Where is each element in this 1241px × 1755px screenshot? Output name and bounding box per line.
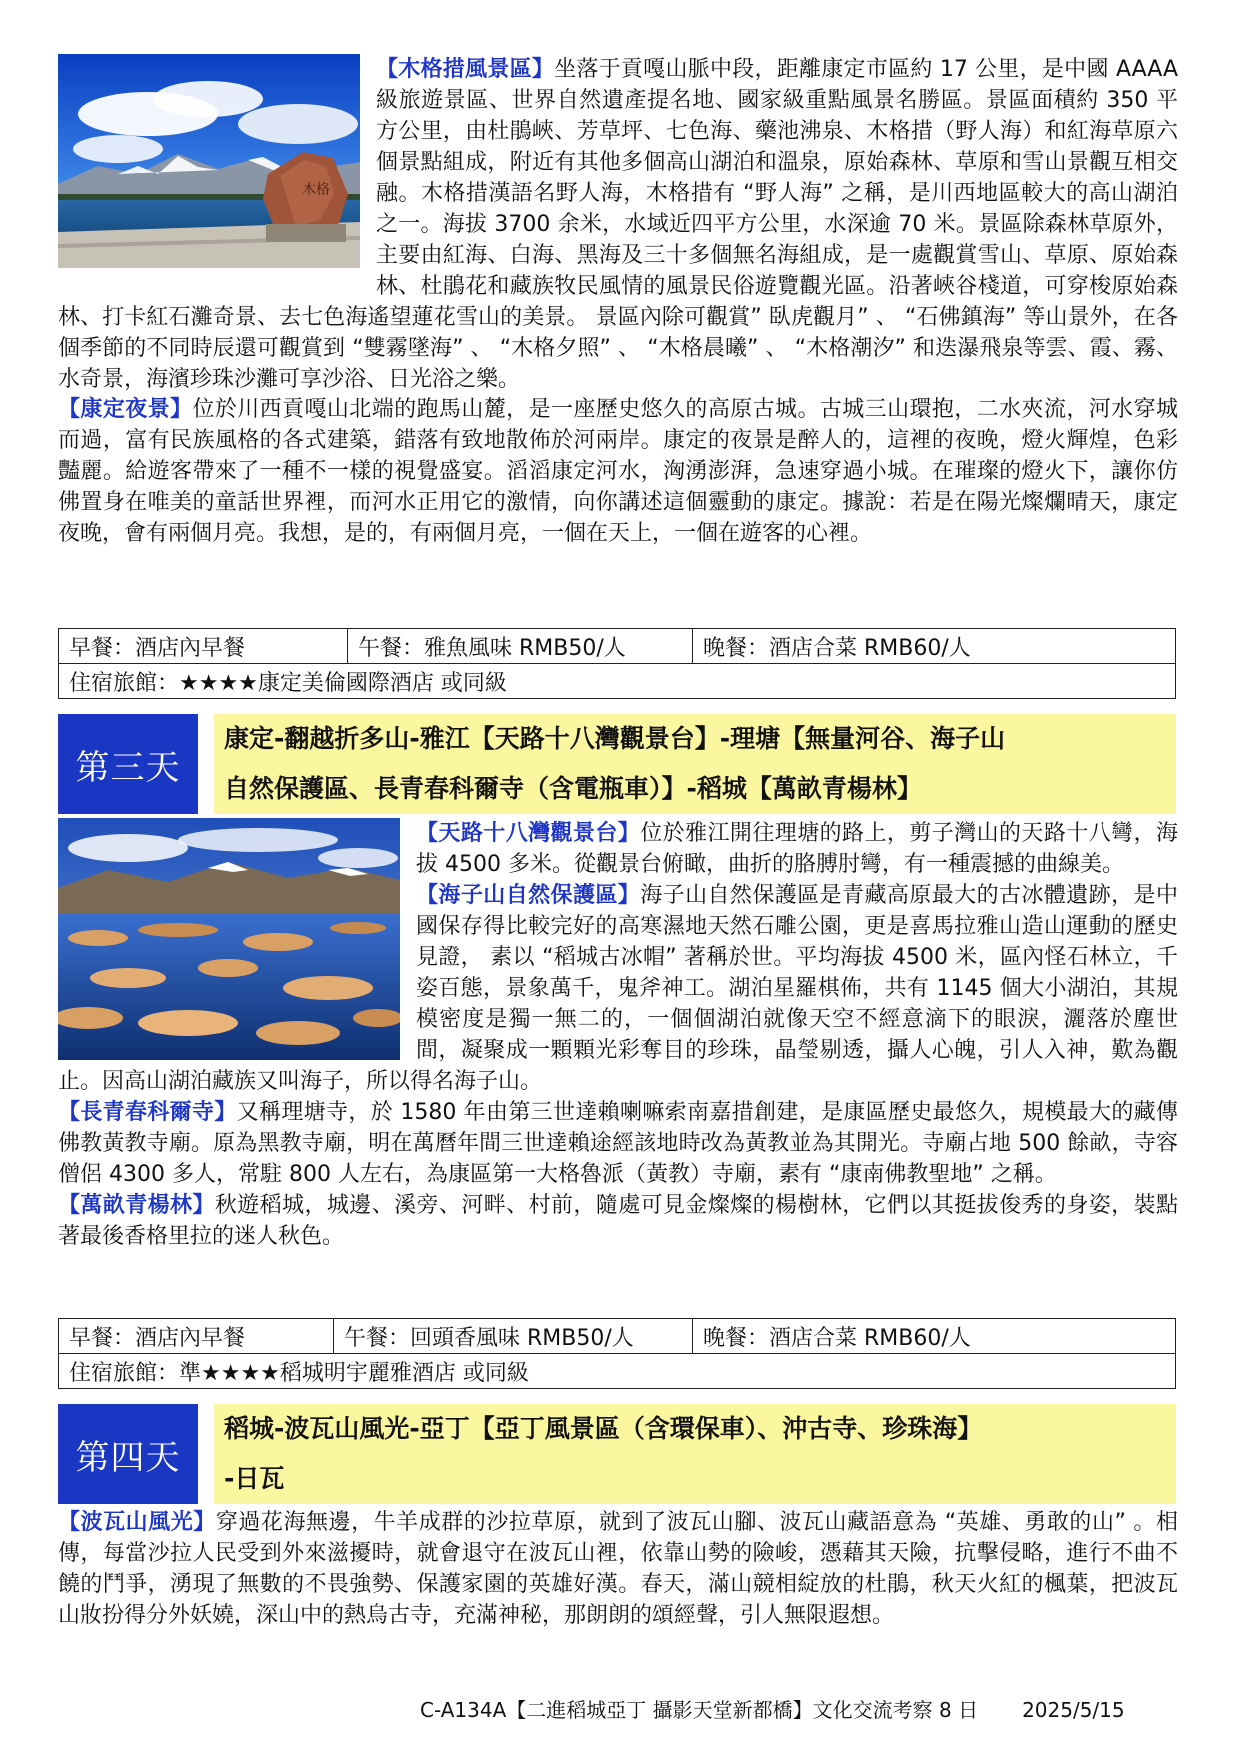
day3-title-line2: 自然保護區、長青春科爾寺（含電瓶車）】-稻城【萬畝青楊林】 (224, 774, 922, 803)
day3-header (58, 714, 1176, 814)
day3-title-line1: 康定-翻越折多山-雅江【天路十八灣觀景台】-理塘【無量河谷、海子山 (224, 724, 1006, 753)
day3-meal-table (58, 1318, 1176, 1389)
haizishan-text: 海子山自然保護區是青藏高原最大的古冰體遺跡，是中國保存得比較完好的高寒濕地天然石雕公園，更是喜馬拉雅山造山運動的歷史見證， 素以 “稻城古冰帽” 著稱於世。平均海拔 4500 米，區內怪石林立，千姿百態，景象萬千，鬼斧神工。湖泊星羅棋佈，共有 1145 個大小湖泊，其規模密度是獨一無二的，一個個湖泊就像天空不經意滴下的眼淚，灑落於塵世間，凝聚成一顆顆光彩奪目的珍珠，晶瑩剔透，攝人心魄，引人入神，歎為觀止。因高山湖泊藏族又叫海子，所以得名海子山。 (58, 883, 1178, 1094)
kangding-night-title: 【康定夜景】 (58, 397, 193, 422)
day4-title (214, 1404, 1176, 1504)
haizishan-title: 【海子山自然保護區】 (416, 883, 641, 908)
dinner-cell: 晚餐：酒店合菜 RMB60/人 (693, 1319, 1176, 1354)
day3-title (214, 714, 1176, 814)
dinner-cell: 晚餐：酒店合菜 RMB60/人 (693, 629, 1176, 664)
haizishan-photo (58, 818, 400, 1060)
day4-badge: 第四天 (58, 1404, 198, 1504)
day4-title-line2: -日瓦 (224, 1464, 285, 1493)
changqing-text: 又稱理塘寺，於 1580 年由第三世達賴喇嘛索南嘉措創建，是康區歷史最悠久，規模最大的藏傳佛教黃教寺廟。原為黑教寺廟，明在萬曆年間三世達賴途經該地時改為黃教並為其開光。寺廟占地 500 餘畝，寺容僧侶 4300 多人，常駐 800 人左右，為康區第一大格魯派（黃教）寺廟，素有 “康南佛教聖地” 之稱。 (58, 1100, 1178, 1187)
day3-badge: 第三天 (58, 714, 198, 814)
hotel-cell: 住宿旅館：準★★★★稻城明宇麗雅酒店 或同級 (59, 1354, 1176, 1389)
hotel-row (59, 664, 1176, 699)
hotel-cell: 住宿旅館：★★★★康定美倫國際酒店 或同級 (59, 664, 1176, 699)
kangding-night-text: 位於川西貢嘎山北端的跑馬山麓，是一座歷史悠久的高原古城。古城三山環抱，二水夾流，河水穿城而過，富有民族風格的各式建築，錯落有致地散佈於河兩岸。康定的夜景是醉人的，這裡的夜晚，燈火輝煌，色彩豔麗。給遊客帶來了一種不一樣的視覺盛宴。滔滔康定河水，洶湧澎湃，急速穿過小城。在璀璨的燈火下，讓你仿佛置身在唯美的童話世界裡，而河水正用它的激情，向你講述這個靈動的康定。據說：若是在陽光燦爛晴天，康定夜晚，會有兩個月亮。我想，是的，有兩個月亮，一個在天上，一個在遊客的心裡。 (58, 397, 1178, 546)
hotel-row (59, 1354, 1176, 1389)
bowa-text: 穿過花海無邊，牛羊成群的沙拉草原，就到了波瓦山腳、波瓦山藏語意為 “英雄、勇敢的山” 。相傳，每當沙拉人民受到外來滋擾時，就會退守在波瓦山裡，依靠山勢的險峻，憑藉其天險，抗擊侵略，進行不曲不饒的鬥爭，湧現了無數的不畏強勢、保護家園的英雄好漢。春天，滿山競相綻放的杜鵑，秋天火紅的楓葉，把波瓦山妝扮得分外妖嬈，深山中的熱烏古寺，充滿神秘，那朗朗的頌經聲，引人無限遐想。 (58, 1510, 1178, 1628)
alpine-lake-image (58, 818, 400, 1060)
svg-text:木格: 木格 (302, 182, 330, 198)
changqing-title: 【長青春科爾寺】 (58, 1100, 237, 1125)
mugecuo-title: 【木格措風景區】 (376, 57, 555, 82)
meal-row (59, 1319, 1176, 1354)
bowa-title: 【波瓦山風光】 (58, 1510, 216, 1535)
mugecuo-paragraph (58, 54, 1178, 395)
mugecuo-photo (58, 54, 360, 268)
meal-row (59, 629, 1176, 664)
bowa-paragraph (58, 1507, 1178, 1631)
day4-header (58, 1404, 1176, 1504)
poplar-text: 秋遊稻城，城邊、溪旁、河畔、村前，隨處可見金燦燦的楊樹林，它們以其挺拔俊秀的身姿，裝點著最後香格里拉的迷人秋色。 (58, 1193, 1178, 1249)
tianlu-text: 位於雅江開往理塘的路上，剪子灣山的天路十八彎，海拔 4500 多米。從觀景台俯瞰，曲折的胳膊肘彎，有一種震撼的曲線美。 (416, 821, 1178, 877)
lunch-cell: 午餐：雅魚風味 RMB50/人 (348, 629, 693, 664)
footer-date: 2025/5/15 (1022, 1698, 1125, 1722)
mugecuo-text: 坐落于貢嘎山脈中段，距離康定市區約 17 公里，是中國 AAAA 級旅遊景區、世界自然遺產提名地、國家級重點風景名勝區。景區面積約 350 平方公里，由杜鵑峽、芳草坪、七色海、藥池沸泉、木格措（野人海）和紅海草原六個景點組成，附近有其他多個高山湖泊和溫泉，原始森林、草原和雪山景觀互相交融。木格措漢語名野人海，木格措有 “野人海” 之稱，是川西地區較大的高山湖泊之一。海拔 3700 余米，水域近四平方公里，水深逾 70 米。景區除森林草原外，主要由紅海、白海、黑海及三十多個無名海組成，是一處觀賞雪山、草原、原始森林、杜鵑花和藏族牧民風情的風景民俗遊覽觀光區。沿著峽谷棧道，可穿梭原始森林、打卡紅石灘奇景、去七色海遙望蓮花雪山的美景。 景區內除可觀賞” 臥虎觀月” 、 “石佛鎮海” 等山景外，在各個季節的不同時辰還可觀賞到 “雙霧墜海” 、 “木格夕照” 、 “木格晨曦” 、 “木格潮汐” 和迭瀑飛泉等雲、霞、霧、水奇景，海濱珍珠沙灘可享沙浴、日光浴之樂。 (58, 57, 1178, 392)
breakfast-cell: 早餐：酒店內早餐 (59, 1319, 334, 1354)
lake-mountain-image (58, 54, 360, 268)
poplar-title: 【萬畝青楊林】 (58, 1193, 215, 1218)
day2-meal-table (58, 628, 1176, 699)
kangding-night-paragraph (58, 394, 1178, 549)
lunch-cell: 午餐：回頭香風味 RMB50/人 (334, 1319, 693, 1354)
day3-attractions (58, 818, 1178, 1252)
breakfast-cell: 早餐：酒店內早餐 (59, 629, 348, 664)
footer-code: C-A134A【二進稻城亞丁 攝影天堂新都橋】文化交流考察 8 日 (420, 1698, 979, 1722)
tianlu-title: 【天路十八灣觀景台】 (416, 821, 641, 846)
page-footer (420, 1694, 1125, 1723)
day4-title-line1: 稻城-波瓦山風光-亞丁【亞丁風景區（含環保車）、沖古寺、珍珠海】 (224, 1414, 983, 1443)
